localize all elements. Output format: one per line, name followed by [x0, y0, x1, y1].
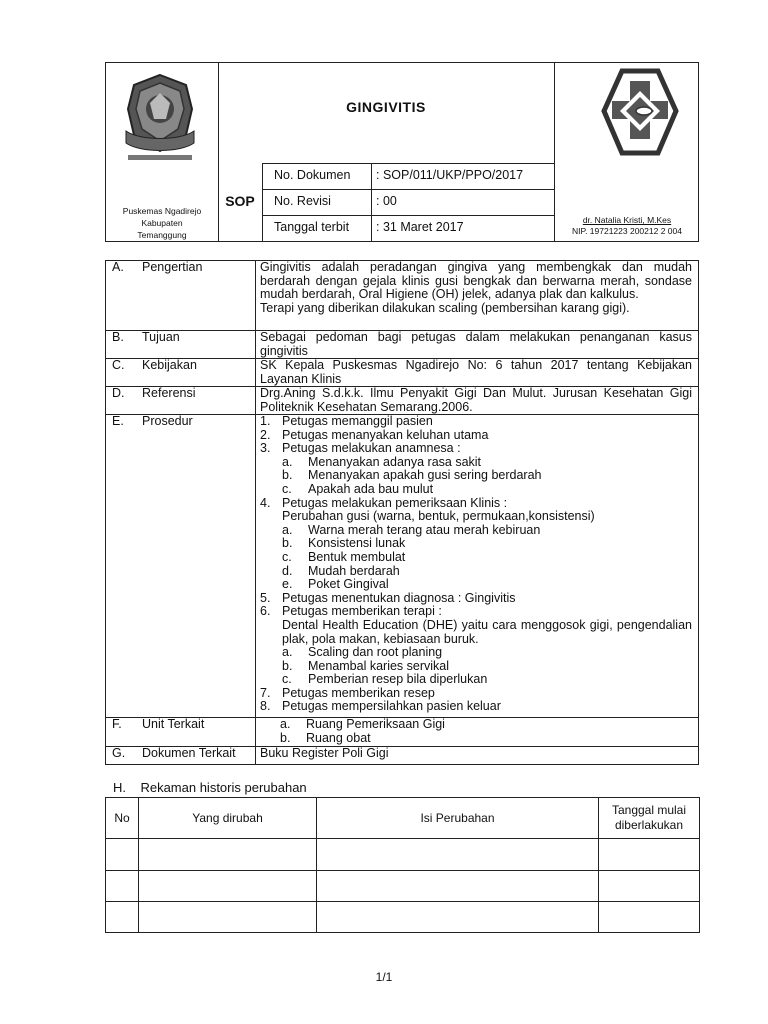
header-divider	[371, 163, 372, 241]
section-pengertian	[106, 261, 698, 331]
column-header-date: Tanggal mulai diberlakukan	[599, 798, 700, 839]
section-letter: B.	[112, 330, 124, 344]
procedure-substep: c. Bentuk membulat	[282, 549, 406, 564]
procedure-substep: b. Konsistensi lunak	[282, 536, 406, 551]
history-header-row	[106, 798, 700, 839]
procedure-step: 4. Petugas melakukan pemeriksaan Klinis :	[260, 495, 508, 510]
sop-content-table	[105, 260, 699, 765]
procedure-substep: d. Mudah berdarah	[282, 563, 400, 578]
section-label: Pengertian	[142, 260, 203, 274]
section-kebijakan	[106, 359, 698, 387]
section-label: Kebijakan	[142, 358, 197, 372]
table-row	[106, 902, 700, 933]
section-letter: D.	[112, 386, 125, 400]
procedure-note: Perubahan gusi (warna, bentuk, permukaan,konsistensi)	[282, 509, 595, 524]
table-row	[106, 839, 700, 871]
procedure-step: 3. Petugas melakukan anamnesa :	[260, 441, 461, 456]
header-divider	[218, 63, 219, 241]
procedure-step: 2. Petugas menanyakan keluhan utama	[260, 427, 489, 442]
section-label: Dokumen Terkait	[142, 746, 236, 760]
procedure-substep: c. Apakah ada bau mulut	[282, 481, 434, 496]
signature-block	[554, 215, 700, 237]
header-divider	[262, 215, 554, 216]
section-label: Unit Terkait	[142, 717, 205, 731]
table-row	[106, 871, 700, 902]
section-content: Sebagai pedoman bagi petugas dalam melakukan penanganan kasus gingivitis	[260, 330, 692, 358]
page-number: 1/1	[375, 970, 393, 984]
org-line-1: Puskemas Ngadirejo	[122, 206, 202, 216]
meta-label-doc-number: No. Dokumen	[274, 168, 351, 182]
section-letter: A.	[112, 260, 124, 274]
procedure-substep: b. Menambal karies servikal	[282, 658, 450, 673]
section-referensi	[106, 387, 698, 415]
meta-label-issue-date: Tanggal terbit	[274, 220, 350, 234]
section-label: Prosedur	[142, 414, 193, 428]
sop-label: SOP	[225, 193, 255, 209]
puskesmas-logo	[582, 67, 698, 159]
section-tujuan	[106, 331, 698, 359]
section-label: Tujuan	[142, 330, 180, 344]
section-letter: E.	[112, 414, 124, 428]
regency-emblem-logo	[120, 71, 200, 163]
meta-label-revision: No. Revisi	[274, 194, 331, 208]
sop-header	[105, 62, 699, 242]
procedure-note: Dental Health Education (DHE) yaitu cara menggosok gigi, pengendalian plak, pola makan, kebiasaan buruk.	[282, 617, 692, 646]
section-letter: G.	[112, 746, 126, 760]
procedure-step: 1. Petugas memanggil pasien	[260, 414, 433, 428]
org-line-2: Kabupaten	[141, 218, 183, 228]
procedure-substep: e. Poket Gingival	[282, 577, 389, 592]
section-label: Referensi	[142, 386, 196, 400]
column-header-no: No	[106, 798, 139, 839]
procedure-substep: b. Menanyakan apakah gusi sering berdarah	[282, 468, 542, 483]
procedure-substep: a. Scaling dan root planing	[282, 645, 443, 660]
section-content	[260, 718, 692, 745]
procedure-substep: a. Menanyakan adanya rasa sakit	[282, 454, 482, 469]
organization-name	[106, 205, 218, 241]
history-table	[105, 797, 700, 933]
unit-item: b. Ruang obat	[280, 730, 371, 745]
document-title: GINGIVITIS	[346, 99, 426, 115]
therapy-text: Terapi yang diberikan dilakukan scaling (pembersihan karang gigi).	[260, 300, 630, 315]
unit-item: a. Ruang Pemeriksaan Gigi	[280, 717, 445, 731]
history-title: H. Rekaman historis perubahan	[113, 780, 307, 795]
procedure-step: 8. Petugas mempersilahkan pasien keluar	[260, 699, 501, 714]
section-content	[260, 261, 692, 315]
meta-value-revision: : 00	[376, 194, 397, 208]
section-unit-terkait	[106, 718, 698, 747]
procedure-substep: c. Pemberian resep bila diperlukan	[282, 672, 488, 687]
section-letter: C.	[112, 358, 125, 372]
header-divider	[262, 189, 554, 190]
signer-nip: NIP. 19721223 200212 2 004	[572, 226, 682, 236]
column-header-content: Isi Perubahan	[317, 798, 599, 839]
section-prosedur	[106, 415, 698, 718]
procedure-step: 5. Petugas menentukan diagnosa : Gingivitis	[260, 590, 516, 605]
section-letter: F.	[112, 717, 122, 731]
definition-text: Gingivitis adalah peradangan gingiva yang membengkak dan mudah berdarah dengan gejala klinis gusi bengkak dan berwarna merah, sondase mudah berdarah, Oral Higiene (OH) jelek, adanya plak dan kalkulus.	[260, 260, 692, 302]
procedure-step: 7. Petugas memberikan resep	[260, 685, 435, 700]
section-content: Buku Register Poli Gigi	[260, 746, 389, 760]
section-dokumen-terkait	[106, 747, 698, 764]
procedure-substep: a. Warna merah terang atau merah kebiruan	[282, 522, 541, 537]
section-content: SK Kepala Puskesmas Ngadirejo No: 6 tahun 2017 tentang Kebijakan Layanan Klinis	[260, 358, 692, 386]
section-content: Drg.Aning S.d.k.k. Ilmu Penyakit Gigi Dan Mulut. Jurusan Kesehatan Gigi Politeknik Kesehatan Semarang.2006.	[260, 386, 692, 414]
signer-name: dr. Natalia Kristi, M.Kes	[582, 215, 672, 225]
procedure-list	[260, 415, 692, 714]
header-divider	[262, 163, 263, 241]
column-header-changed: Yang dirubah	[139, 798, 317, 839]
meta-value-issue-date: : 31 Maret 2017	[376, 220, 464, 234]
procedure-step: 6. Petugas memberikan terapi :	[260, 604, 442, 619]
meta-value-doc-number: : SOP/011/UKP/PPO/2017	[376, 168, 524, 182]
org-line-3: Temanggung	[137, 230, 187, 240]
header-divider	[262, 163, 554, 164]
